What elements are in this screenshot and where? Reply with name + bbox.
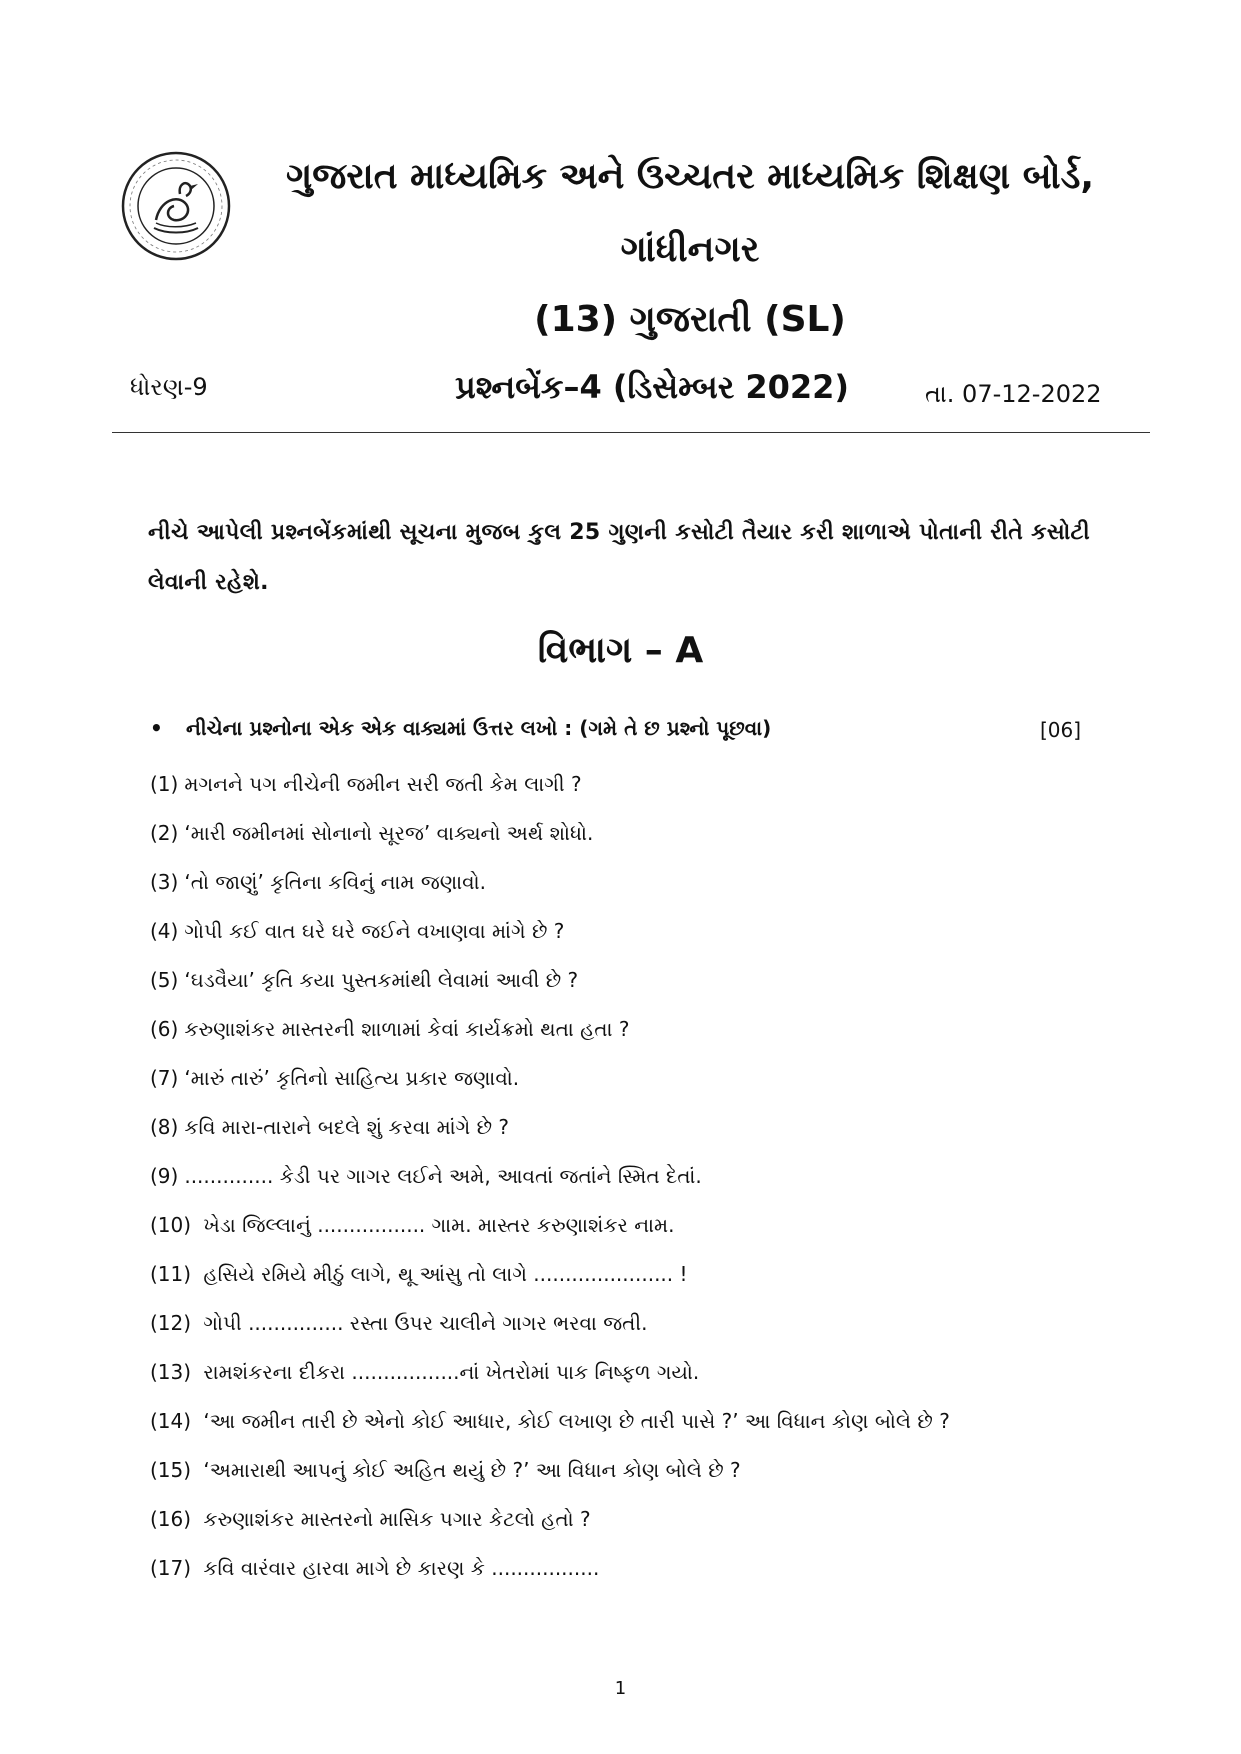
question-item [150,1250,950,1299]
question-number: (10) [150,1213,192,1237]
section-title: વિભાગ – A [537,630,704,671]
question-text: કરુણાશંકર માસ્તરની શાળામાં કેવાં કાર્યક્રમો થતા હતા ? [184,1017,630,1041]
question-number: (5) [150,968,179,992]
question-text: ‘અમારાથી આપનું કોઈ અહિત થયું છે ?’ આ વિધાન કોણ બોલે છે ? [197,1458,741,1482]
question-item [150,1544,950,1593]
question-text: મગનને પગ નીચેની જમીન સરી જતી કેમ લાગી ? [184,772,582,796]
question-text: રામશંકરના દીકરા .................નાં ખેતરોમાં પાક નિષ્ફળ ગયો. [197,1360,700,1384]
question-text: ખેડા જિલ્લાનું ................. ગામ. માસ્તર કરુણાશંકર નામ. [197,1213,675,1237]
bullet-icon: • [150,716,163,740]
question-list [150,760,950,1593]
question-number: (6) [150,1017,179,1041]
question-text: કરુણાશંકર માસ્તરનો માસિક પગાર કેટલો હતો ? [197,1507,591,1531]
question-item [150,1348,950,1397]
board-seal-logo [120,150,232,262]
question-item [150,1201,950,1250]
question-number: (7) [150,1066,179,1090]
section-instruction-text: નીચેના પ્રશ્નોના એક એક વાક્યમાં ઉત્તર લખો : (ગમે તે છ પ્રશ્નો પૂછવા) [186,716,772,740]
subject-title: (13) ગુજરાતી (SL) [534,299,846,340]
question-number: (13) [150,1360,192,1384]
question-number: (3) [150,870,179,894]
question-number: (11) [150,1262,192,1286]
question-number: (12) [150,1311,192,1335]
question-bank-title: પ્રશ્નબેંક–4 (ડિસેમ્બર 2022) [455,368,850,406]
instructions-paragraph: નીચે આપેલી પ્રશ્નબેંકમાંથી સૂચના મુજબ કુલ 25 ગુણની કસોટી તૈયાર કરી શાળાએ પોતાની રીતે કસોટી લેવાની રહેશે. [148,520,1090,595]
question-number: (4) [150,919,179,943]
question-text: ‘તો જાણું’ કૃતિના કવિનું નામ જણાવો. [184,870,486,894]
question-item [150,1495,950,1544]
header-divider [112,432,1150,433]
question-text: કવિ વારંવાર હારવા માગે છે કારણ કે ................. [197,1556,600,1580]
question-text: .............. કેડી પર ગાગર લઈને અમે, આવતાં જતાંને સ્મિત દેતાં. [184,1164,702,1188]
question-text: ‘ઘડવૈયા’ કૃતિ કયા પુસ્તકમાંથી લેવામાં આવી છે ? [184,968,579,992]
question-text: હસિયે રમિયે મીઠું લાગે, થૂ આંસુ તો લાગે ...................... ! [197,1262,688,1286]
question-text: ‘મારું તારું’ કૃતિનો સાહિત્ય પ્રકાર જણાવો. [184,1066,520,1090]
question-text: કવિ મારા-તારાને બદલે શું કરવા માંગે છે ? [184,1115,510,1139]
question-text: ‘આ જમીન તારી છે એનો કોઈ આધાર, કોઈ લખાણ છે તારી પાસે ?’ આ વિધાન કોણ બોલે છે ? [197,1409,950,1433]
section-instruction [150,716,771,740]
board-name-line2: ગાંધીનગર [620,229,760,270]
question-text: ગોપી કઈ વાત ઘરે ઘરે જઈને વખાણવા માંગે છે ? [184,919,565,943]
question-item [150,907,950,956]
question-number: (14) [150,1409,192,1433]
board-name-line1: ગુજરાત માધ્યમિક અને ઉચ્ચતર માધ્યમિક શિક્ષણ બોર્ડ, [285,156,1095,197]
question-item [150,956,950,1005]
question-item [150,1397,950,1446]
question-number: (9) [150,1164,179,1188]
standard-label: ધોરણ-9 [130,373,208,401]
question-item [150,1152,950,1201]
question-item [150,1446,950,1495]
question-number: (1) [150,772,179,796]
question-item [150,1005,950,1054]
question-text: ‘મારી જમીનમાં સોનાનો સૂરજ’ વાક્યનો અર્થ શોધો. [184,821,594,845]
question-number: (17) [150,1556,192,1580]
question-item [150,1054,950,1103]
question-number: (15) [150,1458,192,1482]
question-item [150,1103,950,1152]
date-label: તા. 07-12-2022 [925,380,1102,408]
question-item [150,1299,950,1348]
marks-label: [06] [1040,718,1082,742]
question-number: (2) [150,821,179,845]
question-item [150,760,950,809]
question-text: ગોપી ............... રસ્તા ઉપર ચાલીને ગાગર ભરવા જતી. [197,1311,648,1335]
question-item [150,809,950,858]
question-item [150,858,950,907]
question-number: (8) [150,1115,179,1139]
question-number: (16) [150,1507,192,1531]
page-number: 1 [614,1678,627,1699]
